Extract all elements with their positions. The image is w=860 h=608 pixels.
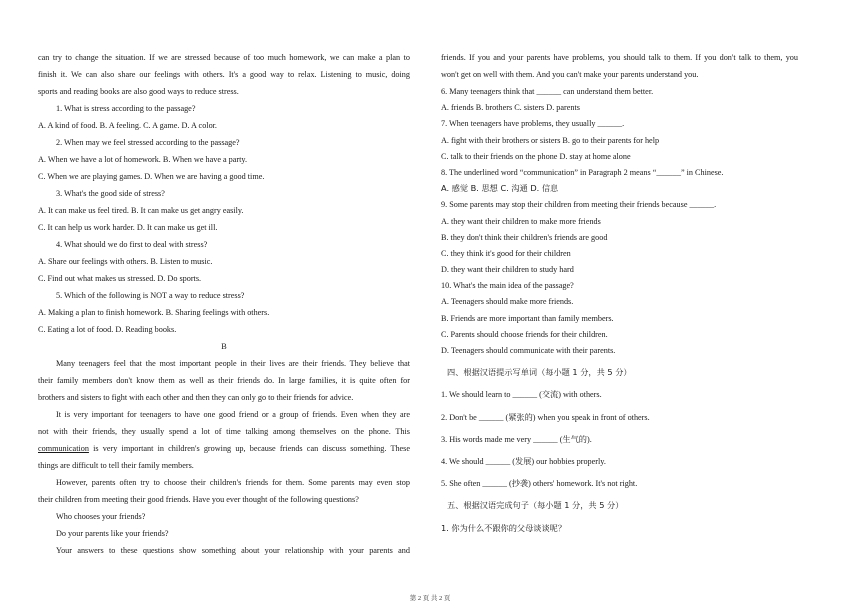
- question-9-option-a: A. they want their children to make more friends: [441, 216, 601, 226]
- question-9-option-b: B. they don't think their children's friends are good: [441, 232, 608, 242]
- question-10: 10. What's the main idea of the passage?: [441, 281, 574, 291]
- question-7-options-ab: A. fight with their brothers or sisters B. go to their parents for help: [441, 135, 660, 145]
- question-4: 4. What should we do first to deal with stress?: [56, 240, 208, 249]
- question-5-options-cd: C. Eating a lot of food. D. Reading books.: [38, 325, 177, 334]
- question-6-options: A. friends B. brothers C. sisters D. parents: [441, 103, 580, 113]
- page-footer: 第 2 页 共 2 页: [409, 595, 451, 602]
- passage-b-line: [38, 443, 410, 454]
- word-question-1: 1. We should learn to ______ (交流) with others.: [441, 390, 602, 400]
- question-3-options-cd: C. It can help us work harder. D. It can make us get ill.: [38, 223, 218, 232]
- section-4-heading: 四、根据汉语提示写单词（每小题 1 分，共 5 分）: [447, 367, 632, 378]
- section-b-heading: B: [221, 342, 227, 351]
- passage-b-line: However, parents often try to choose their children's friends for them. Some parents may even stop: [56, 478, 410, 487]
- passage-line: sports and reading books are also good ways to reduce stress.: [38, 87, 239, 96]
- word-question-2: 2. Don't be ______ (紧张的) when you speak in front of others.: [441, 412, 650, 422]
- passage-b-question: Do your parents like your friends?: [56, 529, 169, 538]
- question-2-options-cd: C. When we are playing games. D. When we are having a good time.: [38, 172, 265, 181]
- question-10-option-b: B. Friends are more important than family members.: [441, 313, 614, 323]
- passage-b-line: brothers and sisters to fight with each other and then they can only go to their friends for advice.: [38, 393, 354, 402]
- passage-b-question: Who chooses your friends?: [56, 512, 146, 521]
- question-3: 3. What's the good side of stress?: [56, 189, 165, 198]
- passage-b-line: Many teenagers feel that the most important people in their lives are their friends. They believe that: [56, 359, 410, 368]
- question-5-options-ab: A. Making a plan to finish homework. B. Sharing feelings with others.: [38, 308, 270, 317]
- question-9-option-c: C. they think it's good for their children: [441, 248, 571, 258]
- underlined-word: communication: [38, 444, 89, 453]
- question-2-options-ab: A. When we have a lot of homework. B. When we have a party.: [38, 155, 248, 164]
- passage-line: can try to change the situation. If we are stressed because of too much homework, we can make a plan to: [38, 53, 410, 62]
- question-8-options: A. 感觉 B. 思想 C. 沟通 D. 信息: [441, 183, 559, 194]
- passage-b-line: their family members don't know them as well as their friends do. In large families, it is quite often for: [38, 376, 410, 385]
- question-3-options-ab: A. It can make us feel tired. B. It can make us get angry easily.: [38, 206, 244, 215]
- question-4-options-ab: A. Share our feelings with others. B. Listen to music.: [38, 257, 213, 266]
- left-column: [38, 52, 410, 562]
- passage-b-line: their children from meeting their good friends. Have you ever thought of the following questions?: [38, 495, 359, 504]
- question-7-options-cd: C. talk to their friends on the phone D. stay at home alone: [441, 151, 631, 161]
- question-4-options-cd: C. Find out what makes us stressed. D. Do sports.: [38, 274, 202, 283]
- passage-b-line: It is very important for teenagers to have one good friend or a group of friends. Even when they are: [56, 410, 410, 419]
- question-10-option-a: A. Teenagers should make more friends.: [441, 297, 574, 307]
- question-2: 2. When may we feel stressed according to the passage?: [56, 138, 240, 147]
- passage-line: finish it. We can also share our feelings with others. It's a good way to relax. Listening to music, doing: [38, 70, 410, 79]
- passage-b-line-rest: is very important in children's growing up, because friends can discuss something. These: [88, 444, 410, 453]
- passage-b-line: Your answers to these questions show something about your relationship with your parents and: [56, 546, 410, 555]
- question-1-options: A. A kind of food. B. A feeling. C. A game. D. A color.: [38, 121, 217, 130]
- question-5: 5. Which of the following is NOT a way to reduce stress?: [56, 291, 245, 300]
- question-9-option-d: D. they want their children to study hard: [441, 265, 574, 275]
- passage-b-line: friends. If you and your parents have problems, you should talk to them. If you don't talk to them, you: [441, 53, 798, 62]
- question-9: 9. Some parents may stop their children from meeting their friends because ______.: [441, 200, 717, 210]
- question-10-option-c: C. Parents should choose friends for their children.: [441, 329, 608, 339]
- question-8: 8. The underlined word “communication” in Paragraph 2 means “______” in Chinese.: [441, 167, 724, 177]
- right-column: [441, 52, 798, 540]
- passage-b-line: not with their friends, they usually spend a lot of time talking among themselves on the phone. This: [38, 427, 410, 436]
- question-1: 1. What is stress according to the passage?: [56, 104, 196, 113]
- word-question-5: 5. She often ______ (抄袭) others' homework. It's not right.: [441, 479, 638, 489]
- passage-b-line: things are difficult to tell their family members.: [38, 461, 194, 470]
- passage-b-line: won't get on well with them. And you can't make your parents understand you.: [441, 70, 699, 79]
- question-7: 7. When teenagers have problems, they usually ______.: [441, 119, 625, 129]
- word-question-3: 3. His words made me very ______ (生气的).: [441, 434, 592, 444]
- question-10-option-d: D. Teenagers should communicate with their parents.: [441, 346, 616, 355]
- section-5-heading: 五、根据汉语完成句子（每小题 1 分，共 5 分）: [447, 500, 624, 511]
- translation-question-1: 1. 你为什么不跟你的父母谈谈呢？: [441, 522, 567, 533]
- question-6: 6. Many teenagers think that ______ can understand them better.: [441, 87, 654, 96]
- word-question-4: 4. We should ______ (发展) our hobbies properly.: [441, 456, 606, 466]
